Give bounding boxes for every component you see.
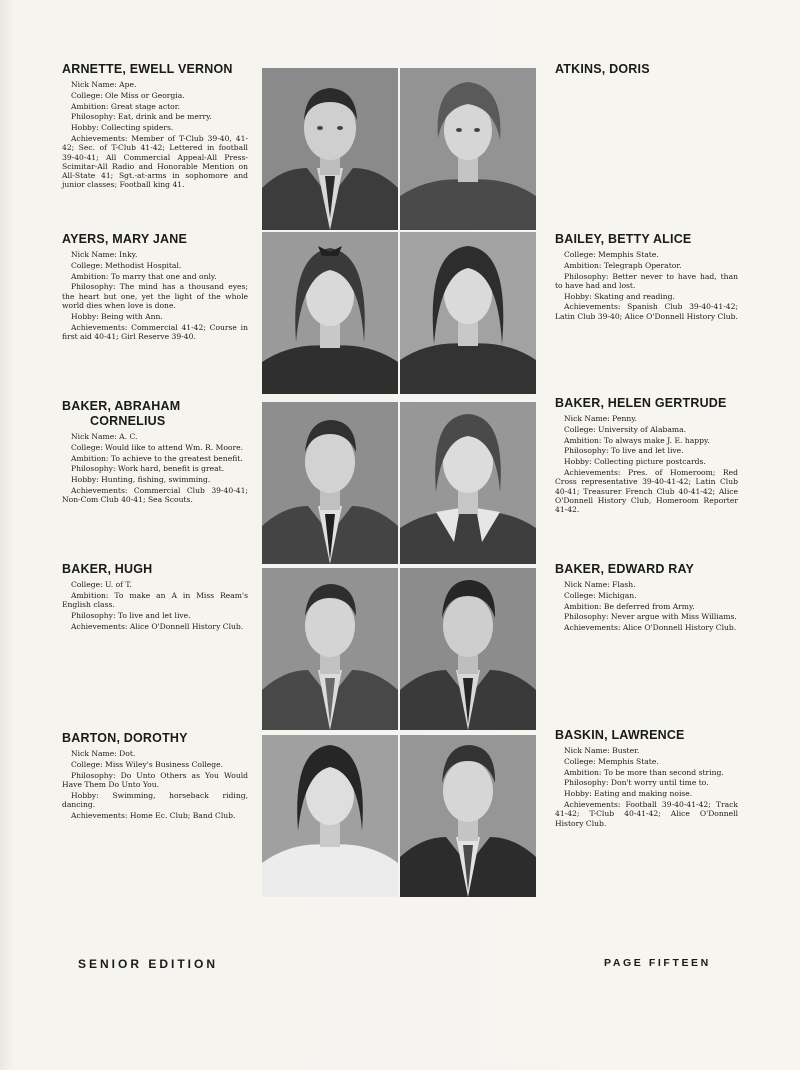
student-name: BAILEY, BETTY ALICE [555, 232, 692, 246]
portrait-photo-atkins [400, 68, 536, 230]
hobby: Hobby: Swimming, horseback riding, dancing. [62, 790, 248, 809]
student-name [62, 399, 248, 429]
ambition: Ambition: To make an A in Miss Ream's English class. [62, 590, 248, 610]
portrait-photo-baker-abraham [262, 402, 398, 564]
entry-ayers [62, 232, 248, 343]
philosophy: Philosophy: Never argue with Miss Williams. [564, 612, 737, 622]
college: College: Memphis State. [564, 250, 659, 259]
student-name: BARTON, DOROTHY [62, 731, 188, 745]
college: College: U. of T. [71, 580, 132, 589]
achievements: Achievements: Football 39-40-41-42; Track 41-42; T-Club 40-41-42; Alice O'Donnell History Club. [555, 799, 738, 828]
ambition: Ambition: To marry that one and only. [71, 271, 217, 281]
male-portrait-icon [262, 568, 398, 730]
ambition: Ambition: To be more than second string. [564, 767, 724, 777]
hobby: Hobby: Hunting, fishing, swimming. [71, 475, 211, 485]
college: College: Methodist Hospital. [71, 260, 182, 270]
ambition: Ambition: To always make J. E. happy. [564, 435, 710, 445]
entry-baker-helen [555, 396, 738, 516]
entry-barton [62, 731, 248, 822]
achievements: Achievements: Alice O'Donnell History Club. [564, 623, 737, 633]
name-line-2: CORNELIUS [90, 414, 166, 428]
ambition: Ambition: Telegraph Operator. [564, 260, 682, 270]
achievements: Achievements: Pres. of Homeroom; Red Cross representative 39-40-41-42; Latin Club 40-41; Treasurer French Club 40-41-42; Alice O'Donnell History Club, Homeroom Reporter 41-42. [555, 467, 738, 515]
college: College: Miss Wiley's Business College. [71, 759, 224, 769]
hobby: Hobby: Skating and reading. [564, 291, 675, 301]
entry-atkins [555, 62, 738, 80]
entry-baker-abraham [62, 399, 248, 506]
achievements: Achievements: Spanish Club 39-40-41-42; Latin Club 39-40; Alice O'Donnell History Club. [555, 302, 738, 321]
student-name: BAKER, HUGH [62, 562, 153, 576]
philosophy: Philosophy: To live and let live. [564, 446, 684, 456]
student-name: BASKIN, LAWRENCE [555, 728, 685, 742]
achievements: Achievements: Alice O'Donnell History Club. [71, 621, 244, 631]
college: College: Ole Miss or Georgia. [71, 90, 185, 100]
ambition: Ambition: Be deferred from Army. [564, 601, 695, 611]
female-portrait-icon [400, 232, 536, 394]
female-portrait-icon [262, 232, 398, 394]
portrait-photo-baker-hugh [262, 568, 398, 730]
college: College: Would like to attend Wm. R. Moore. [71, 442, 244, 452]
nickname: Nick Name: Ape. [71, 80, 137, 89]
portrait-photo-bailey [400, 232, 536, 394]
portrait-photo-baker-edward [400, 568, 536, 730]
achievements: Achievements: Member of T-Club 39-40, 41-42; Sec. of T-Club 41-42; Lettered in football 39-40-41; All Commercial Appeal-All Press-Scimitar-All Radio and Honorable Mention on All-State 41; Sgt.-at-arms in sophomore and junior classes; Football king 41. [62, 133, 248, 190]
philosophy: Philosophy: Better never to have had, than to have had and lost. [555, 271, 738, 290]
student-name: ARNETTE, EWELL VERNON [62, 62, 233, 76]
achievements: Achievements: Commercial Club 39-40-41; Non-Com Club 40-41; Sea Scouts. [62, 485, 248, 505]
portrait-photo-ayers [262, 232, 398, 394]
hobby: Hobby: Collecting picture postcards. [564, 457, 706, 467]
hobby: Hobby: Being with Ann. [71, 311, 163, 321]
female-portrait-icon [400, 402, 536, 564]
college: College: University of Alabama. [564, 424, 687, 434]
philosophy: Philosophy: Don't worry until time to. [564, 778, 709, 788]
male-portrait-icon [400, 735, 536, 897]
college: College: Memphis State. [564, 756, 659, 766]
nickname: Nick Name: Dot. [71, 749, 136, 758]
achievements: Achievements: Home Ec. Club; Band Club. [71, 810, 236, 820]
hobby: Hobby: Collecting spiders. [71, 123, 174, 133]
philosophy: Philosophy: The mind has a thousand eyes; the heart but one, yet the light of the whole world dies when love is done. [62, 282, 248, 310]
nickname: Nick Name: A. C. [71, 432, 138, 441]
portrait-photo-baskin [400, 735, 536, 897]
footer-edition: SENIOR EDITION [78, 957, 219, 971]
ambition: Ambition: Great stage actor. [71, 101, 180, 111]
entry-arnette [62, 62, 248, 191]
student-name: ATKINS, DORIS [555, 62, 650, 76]
entry-bailey [555, 232, 738, 323]
hobby: Hobby: Eating and making noise. [564, 789, 693, 799]
male-portrait-icon [262, 402, 398, 564]
philosophy: Philosophy: Eat, drink and be merry. [71, 112, 212, 122]
entry-baker-hugh [62, 562, 248, 632]
female-portrait-icon [262, 735, 398, 897]
student-name: AYERS, MARY JANE [62, 232, 187, 246]
student-name: BAKER, HELEN GERTRUDE [555, 396, 727, 410]
male-portrait-icon [400, 568, 536, 730]
portrait-photo-baker-helen [400, 402, 536, 564]
achievements: Achievements: Commercial 41-42; Course in first aid 40-41; Girl Reserve 39-40. [62, 322, 248, 341]
philosophy: Philosophy: Work hard, benefit is great. [71, 464, 225, 474]
nickname: Nick Name: Penny. [564, 414, 637, 423]
philosophy: Philosophy: To live and let live. [71, 610, 191, 620]
portrait-photo-barton [262, 735, 398, 897]
portrait-photo-arnette [262, 68, 398, 230]
entry-baskin [555, 728, 738, 829]
ambition: Ambition: To achieve to the greatest benefit. [71, 453, 243, 463]
nickname: Nick Name: Buster. [564, 746, 640, 755]
nickname: Nick Name: Flash. [564, 580, 636, 589]
philosophy: Philosophy: Do Unto Others as You Would Have Them Do Unto You. [62, 770, 248, 789]
female-portrait-icon [400, 68, 536, 230]
student-name: BAKER, EDWARD RAY [555, 562, 695, 576]
entry-baker-edward [555, 562, 738, 634]
male-portrait-icon [262, 68, 398, 230]
college: College: Michigan. [564, 590, 637, 600]
name-line-1: BAKER, ABRAHAM [62, 399, 181, 413]
nickname: Nick Name: Inky. [71, 250, 138, 259]
footer-page-number: PAGE FIFTEEN [604, 957, 711, 969]
